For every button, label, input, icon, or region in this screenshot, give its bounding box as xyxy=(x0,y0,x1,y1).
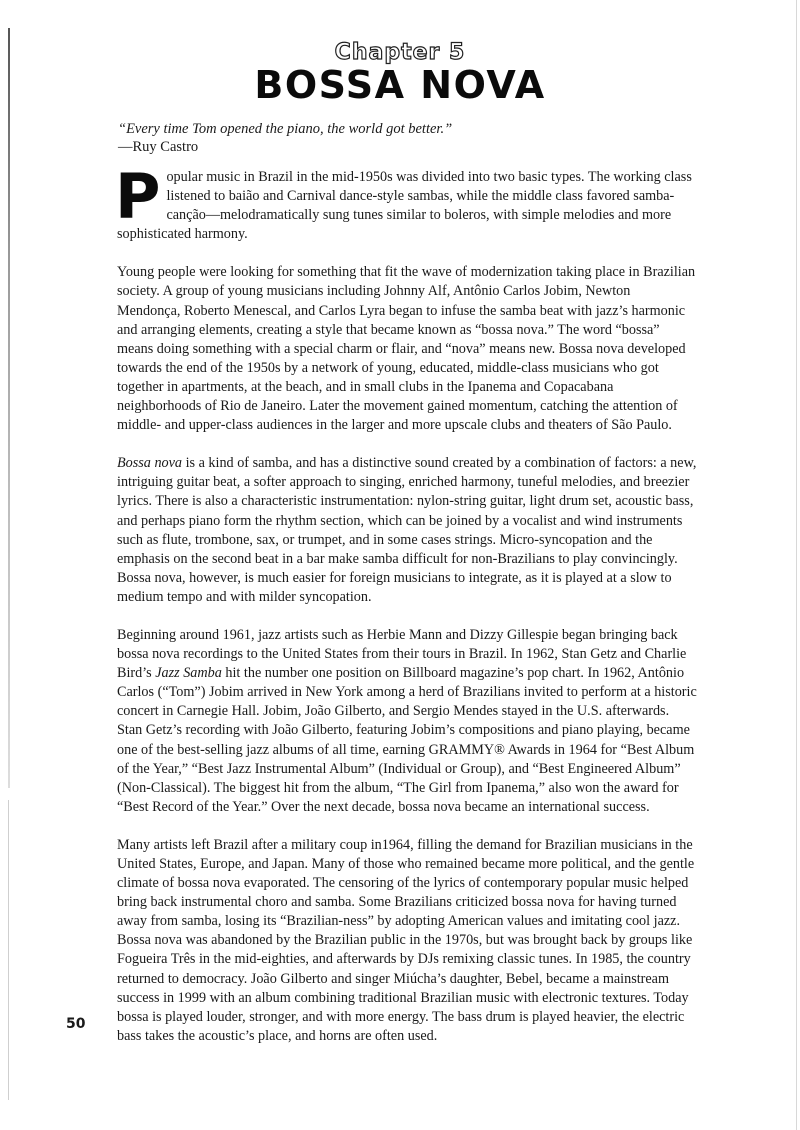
scan-edge-right xyxy=(796,0,797,1130)
paragraph-3 xyxy=(117,454,697,607)
scan-edge-left xyxy=(8,28,10,788)
chapter-label: Chapter 5 xyxy=(334,40,466,65)
paragraph-3-emphasis: Bossa nova xyxy=(117,455,183,472)
paragraph-4 xyxy=(117,626,697,817)
paragraph-1-text: opular music in Brazil in the mid-1950s was divided into two basic types. The working class listened to baião and Carnival dance-style sambas, while the middle class favored samba-canção—melodramatically sung tunes similar to boleros, with simple melodies and more sophisticated harmony. xyxy=(117,169,692,243)
paragraph-2: Young people were looking for something that fit the wave of modernization taking place in Brazilian society. A group of young musicians including Johnny Alf, Antônio Carlos Jobim, Newton Mendonça, Roberto Menescal, and Carlos Lyra began to infuse the samba beat with jazz’s harmonic and arranging elements, creating a style that became known as “bossa nova.” The word “bossa” means doing something with a special charm or flair, and “nova” means new. Bossa nova developed towards the end of the 1950s by a network of young, educated, middle-class musicians who got together in apartments, at the beach, and in small clubs in the Ipanema and Copacabana neighborhoods of Rio de Janeiro. Later the movement gained momentum, catching the attention of middle- and upper-class audiences in the larger and more upscale clubs and theaters of São Paulo. xyxy=(117,264,696,434)
paragraph-4-text-a: Beginning around 1961, jazz artists such as Herbie Mann and Dizzy Gillespie began bringing back bossa nova recordings to the United States from their tours in Brazil. In 1962, Stan Getz and Charlie Bird’s xyxy=(117,626,687,682)
paragraph-4-text-b: hit the number one position on Billboard magazine’s pop chart. In 1962, Antônio Carlos (“Tom”) Jobim arrived in New York among a herd of Brazilians invited to perform at a historic concert in Carnegie Hall. Jobim, João Gilberto, and Sergio Mendes stayed in the U.S. afterwards. Stan Getz’s recording with João Gilberto, featuring Jobim’s compositions and piano playing, became one of the best-selling jazz albums of all time, earning GRAMMY® Awards in 1964 for “Best Album of the Year,” “Best Jazz Instrumental Album” (Individual or Group), and “Best Engineered Album” (Non-Classical). The biggest hit from the album, “The Girl from Ipanema,” also won the award for “Best Record of the Year.” Over the next decade, bossa nova became an international success. xyxy=(117,665,697,815)
epigraph xyxy=(118,120,452,156)
drop-cap: P xyxy=(115,160,161,233)
paragraph-5: Many artists left Brazil after a military coup in1964, filling the demand for Brazilian musicians in the United States, Europe, and Japan. Many of those who remained became more political, and the gentle climate of bossa nova evaporated. The censoring of the lyrics of contemporary popular music helped bring back instrumental choro and samba. Some Brazilians criticized bossa nova for having turned away from samba, losing its “Brazilian-ness” by adopting American values and imitating cool jazz. Bossa nova was abandoned by the Brazilian public in the 1970s, but was brought back by groups like Fogueira Três in the mid-eighties, and afterwards by DJs remixing classic tunes. In 1985, the country returned to democracy. João Gilberto and singer Miúcha’s daughter, Bebel, became a mainstream success in 1999 with an album combining traditional Brazilian music with electronic textures. Today bossa is played louder, stronger, and with more energy. The bass drum is played heavier, the electric bass takes the acoustic’s place, and horns are often used. xyxy=(117,836,695,1044)
page-number: 50 xyxy=(66,1016,86,1032)
paragraph-3-text: is a kind of samba, and has a distinctive sound created by a combination of factors: a new, intriguing guitar beat, a softer approach to singing, enriched harmony, tuneful melodies, and breezier lyrics. There is also a characteristic instrumentation: nylon-string guitar, light drum set, acoustic bass, and perhaps piano form the rhythm section, which can be joined by a vocalist and wind instruments such as flute, trombone, sax, or trumpet, and in some cases strings. Micro-syncopation and the emphasis on the second beat in a bar make samba difficult for non-Brazilians to play convincingly. Bossa nova, however, is much easier for foreign musicians to integrate, as it is played at a slow to medium tempo and with milder syncopation. xyxy=(117,455,697,605)
body-text xyxy=(115,160,697,1065)
epigraph-quote: “Every time Tom opened the piano, the world got better.” xyxy=(118,121,453,137)
paragraph-4-album-title: Jazz Samba xyxy=(155,665,222,682)
scan-edge-left-lower xyxy=(8,800,9,1100)
paragraph-1 xyxy=(115,160,697,244)
epigraph-attribution: —Ruy Castro xyxy=(118,139,199,155)
chapter-title: BOSSA NOVA xyxy=(254,63,546,107)
